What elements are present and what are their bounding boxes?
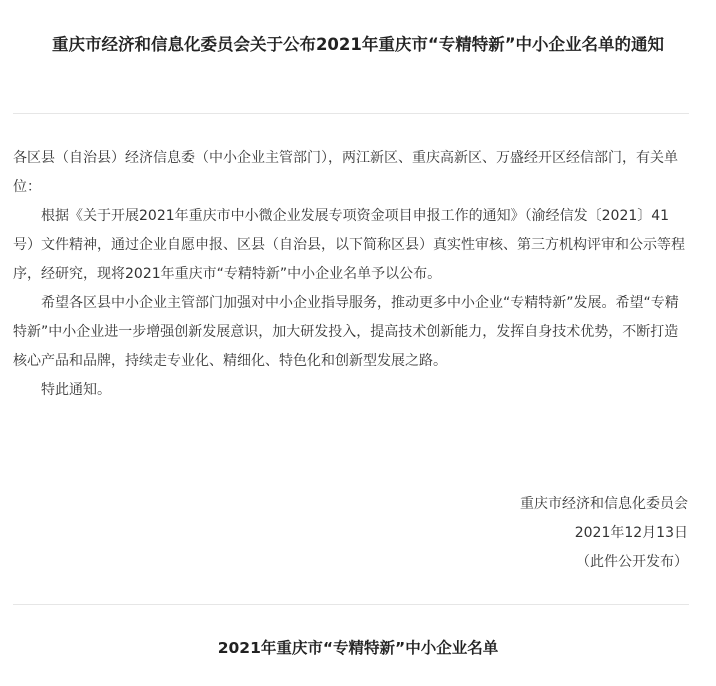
paragraph-expectation: 希望各区县中小企业主管部门加强对中小企业指导服务，推动更多中小企业“专精特新”发展。希望“专精特新”中小企业进一步增强创新发展意识，加大研发投入，提高技术创新能力，发挥自身技术优势，不断打造核心产品和品牌，持续走专业化、精细化、特色化和创新型发展之路。 bbox=[13, 295, 679, 369]
addressee-line: 各区县（自治县）经济信息委（中小企业主管部门），两江新区、重庆高新区、万盛经开区经信部门，有关单位： bbox=[13, 150, 678, 195]
publication-note: （此件公开发布） bbox=[576, 554, 688, 570]
document-body bbox=[13, 144, 689, 405]
document-title: 重庆市经济和信息化委员会关于公布2021年重庆市“专精特新”中小企业名单的通知 bbox=[51, 35, 665, 54]
paragraph-basis: 根据《关于开展2021年重庆市中小微企业发展专项资金项目申报工作的通知》（渝经信发〔2021〕41号）文件精神，通过企业自愿申报、区县（自治县，以下简称区县）真实性审核、第三方机构评审和公示等程序，经研究，现将2021年重庆市“专精特新”中小企业名单予以公布。 bbox=[13, 208, 685, 282]
section-divider bbox=[13, 604, 689, 605]
signature-organization: 重庆市经济和信息化委员会 bbox=[520, 496, 688, 512]
paragraph-closing: 特此通知。 bbox=[41, 382, 111, 398]
title-divider bbox=[13, 113, 689, 114]
signature-date: 2021年12月13日 bbox=[574, 525, 688, 541]
attachment-title: 2021年重庆市“专精特新”中小企业名单 bbox=[217, 639, 499, 657]
